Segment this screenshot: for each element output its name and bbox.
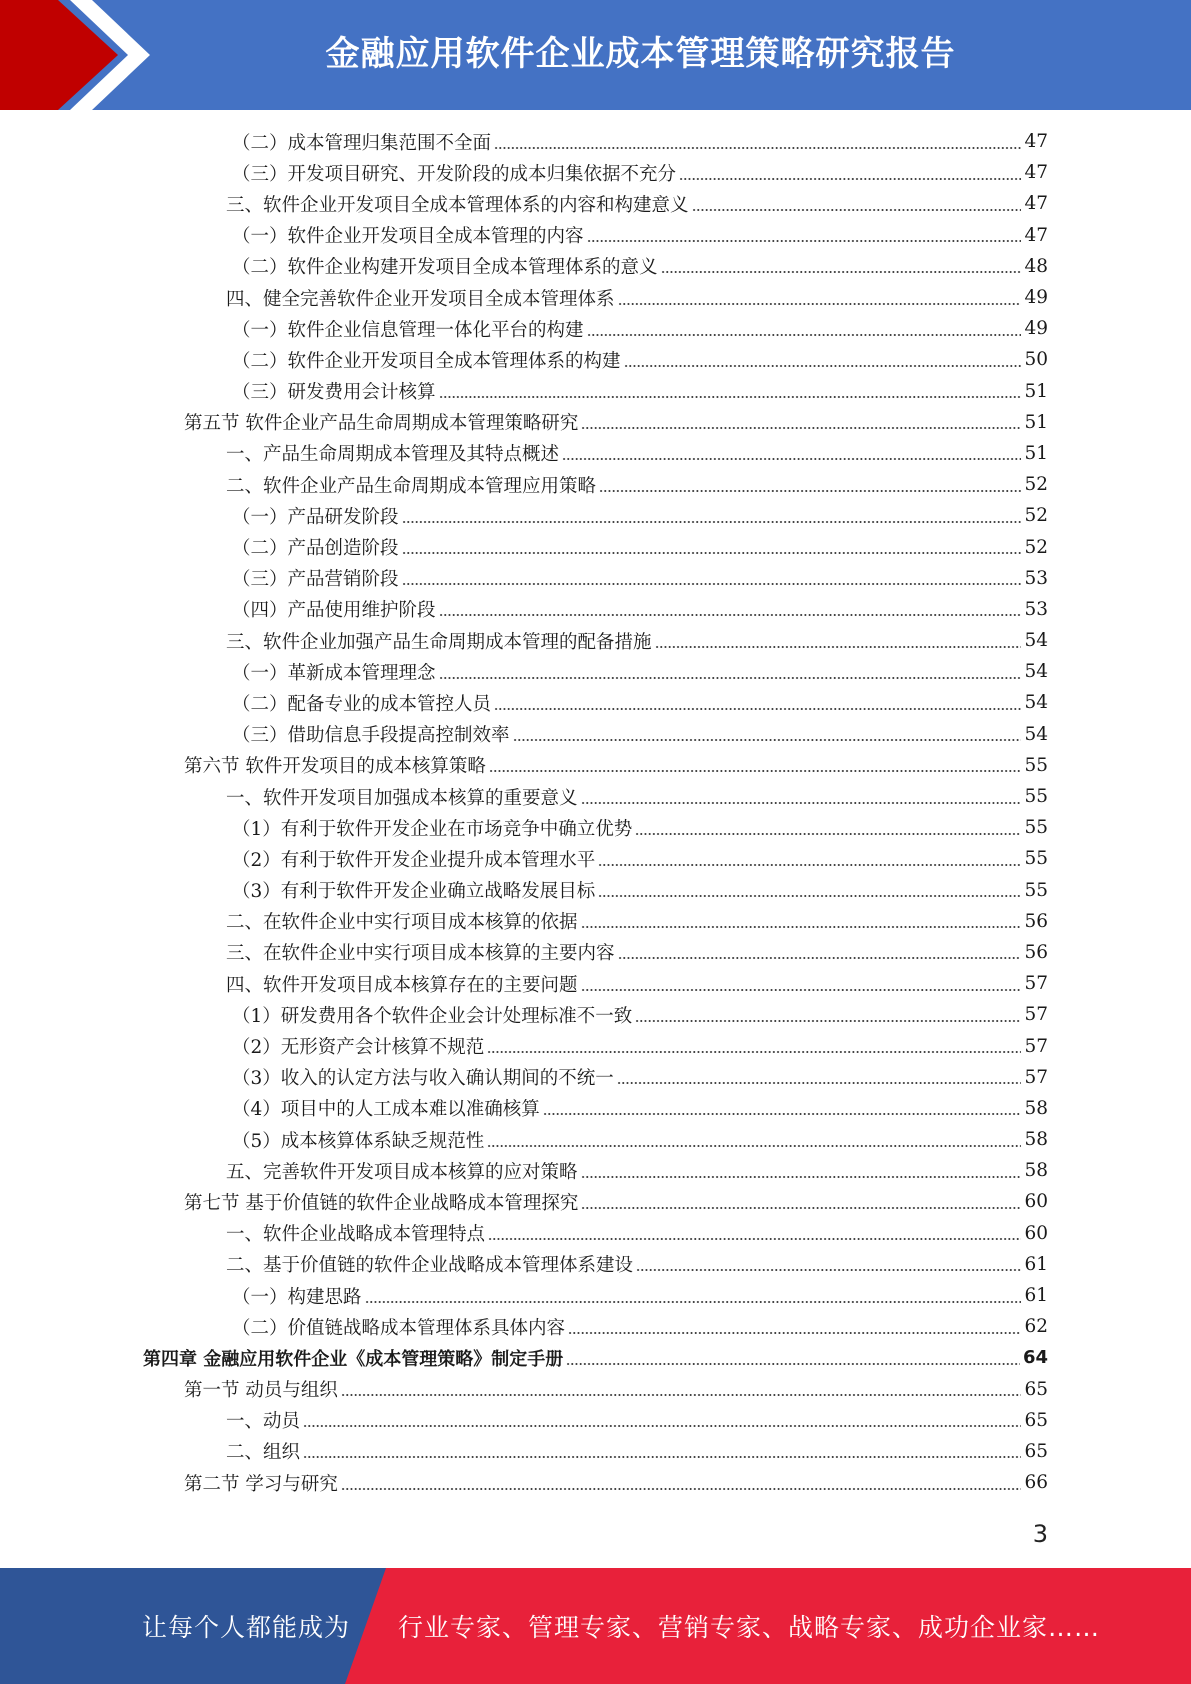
toc-dot-leader	[599, 476, 1021, 494]
toc-entry[interactable]	[0, 376, 1191, 407]
toc-dot-leader	[341, 1380, 1022, 1398]
toc-entry-title: 二、基于价值链的软件企业战略成本管理体系建设	[226, 1255, 634, 1277]
toc-entry-title: （二）配备专业的成本管控人员	[232, 693, 492, 715]
toc-entry[interactable]	[0, 1218, 1191, 1249]
toc-entry[interactable]	[0, 1342, 1191, 1373]
toc-dot-leader	[617, 1068, 1022, 1086]
toc-dot-leader	[581, 413, 1021, 431]
toc-dot-leader	[568, 1318, 1021, 1336]
toc-entry-page: 55	[1024, 879, 1048, 901]
toc-dot-leader	[543, 1099, 1022, 1117]
toc-entry-page: 54	[1024, 630, 1048, 652]
toc-entry[interactable]	[0, 656, 1191, 687]
toc-entry[interactable]	[0, 875, 1191, 906]
toc-entry[interactable]	[0, 1374, 1191, 1405]
toc-entry-page: 51	[1024, 442, 1048, 464]
toc-entry-title: 四、软件开发项目成本核算存在的主要问题	[226, 974, 578, 996]
toc-entry-page: 55	[1024, 817, 1048, 839]
toc-entry-page: 55	[1024, 754, 1048, 776]
toc-dot-leader	[635, 819, 1021, 837]
toc-entry[interactable]	[0, 594, 1191, 625]
toc-entry[interactable]	[0, 781, 1191, 812]
toc-entry-page: 58	[1024, 1129, 1048, 1151]
toc-dot-leader	[566, 1349, 1020, 1367]
toc-entry-title: 三、软件企业加强产品生命周期成本管理的配备措施	[226, 631, 652, 653]
toc-entry[interactable]	[0, 531, 1191, 562]
toc-dot-leader	[487, 1131, 1021, 1149]
toc-entry-title: （二）价值链战略成本管理体系具体内容	[232, 1317, 566, 1339]
toc-dot-leader	[562, 444, 1021, 462]
toc-entry[interactable]	[0, 1030, 1191, 1061]
toc-entry-page: 65	[1024, 1440, 1048, 1462]
toc-entry-page: 66	[1024, 1472, 1048, 1494]
toc-entry[interactable]	[0, 157, 1191, 188]
toc-entry-title: 三、在软件企业中实行项目成本核算的主要内容	[226, 943, 615, 965]
toc-dot-leader	[598, 850, 1021, 868]
toc-entry-title: （3）收入的认定方法与收入确认期间的不统一	[232, 1068, 614, 1090]
toc-entry-page: 61	[1024, 1253, 1048, 1275]
toc-entry-page: 47	[1024, 162, 1048, 184]
toc-entry-page: 58	[1024, 1097, 1048, 1119]
toc-dot-leader	[624, 351, 1022, 369]
toc-entry[interactable]	[0, 906, 1191, 937]
toc-entry-page: 52	[1024, 505, 1048, 527]
toc-entry[interactable]	[0, 1124, 1191, 1155]
toc-entry-title: （一）构建思路	[232, 1286, 362, 1308]
toc-entry-page: 47	[1024, 224, 1048, 246]
toc-entry-page: 47	[1024, 131, 1048, 153]
toc-entry-page: 57	[1024, 1066, 1048, 1088]
toc-dot-leader	[341, 1474, 1022, 1492]
toc-entry[interactable]	[0, 563, 1191, 594]
toc-dot-leader	[692, 195, 1022, 213]
toc-entry[interactable]	[0, 313, 1191, 344]
toc-entry[interactable]	[0, 500, 1191, 531]
toc-entry[interactable]	[0, 220, 1191, 251]
toc-entry-page: 65	[1024, 1378, 1048, 1400]
toc-entry-page: 53	[1024, 598, 1048, 620]
toc-entry[interactable]	[0, 937, 1191, 968]
header-chevron-icon	[0, 0, 150, 110]
toc-entry-title: 第六节 软件开发项目的成本核算策略	[184, 756, 486, 778]
toc-entry[interactable]	[0, 1311, 1191, 1342]
toc-entry-title: 第二节 学习与研究	[184, 1473, 338, 1495]
toc-entry[interactable]	[0, 469, 1191, 500]
toc-dot-leader	[489, 756, 1022, 774]
toc-entry-title: 一、动员	[226, 1411, 301, 1433]
toc-entry[interactable]	[0, 1093, 1191, 1124]
toc-entry[interactable]	[0, 1280, 1191, 1311]
toc-dot-leader	[581, 788, 1022, 806]
toc-dot-leader	[636, 1255, 1021, 1273]
toc-entry-page: 54	[1024, 661, 1048, 683]
toc-entry-title: 第七节 基于价值链的软件企业战略成本管理探究	[184, 1192, 579, 1214]
page-header	[0, 0, 1191, 110]
toc-dot-leader	[587, 226, 1022, 244]
toc-entry-page: 56	[1024, 941, 1048, 963]
toc-entry[interactable]	[0, 1405, 1191, 1436]
toc-dot-leader	[402, 569, 1022, 587]
toc-dot-leader	[494, 133, 1021, 151]
toc-entry[interactable]	[0, 719, 1191, 750]
toc-dot-leader	[402, 538, 1022, 556]
toc-entry-title: （二）软件企业开发项目全成本管理体系的构建	[232, 350, 621, 372]
toc-entry-page: 52	[1024, 536, 1048, 558]
toc-entry-page: 54	[1024, 723, 1048, 745]
page-number: 3	[1032, 1520, 1048, 1548]
toc-entry-title: （5）成本核算体系缺乏规范性	[232, 1130, 485, 1152]
toc-dot-leader	[487, 1037, 1021, 1055]
toc-entry-title: 一、产品生命周期成本管理及其特点概述	[226, 444, 560, 466]
toc-entry[interactable]	[0, 687, 1191, 718]
toc-dot-leader	[402, 507, 1022, 525]
footer-slogan-left: 让每个人都能成为	[142, 1613, 351, 1642]
toc-entry-title: （1）研发费用各个软件企业会计处理标准不一致	[232, 1005, 633, 1027]
toc-entry[interactable]	[0, 188, 1191, 219]
toc-entry[interactable]	[0, 968, 1191, 999]
toc-entry[interactable]	[0, 1467, 1191, 1498]
toc-entry-page: 57	[1024, 1004, 1048, 1026]
toc-entry-title: 二、在软件企业中实行项目成本核算的依据	[226, 912, 578, 934]
toc-dot-leader	[303, 1411, 1021, 1429]
toc-entry-title: 第四章 金融应用软件企业《成本管理策略》制定手册	[143, 1348, 564, 1370]
toc-entry-page: 60	[1024, 1191, 1048, 1213]
toc-entry-title: （一）产品研发阶段	[232, 506, 399, 528]
toc-dot-leader	[581, 1193, 1021, 1211]
toc-entry-title: （三）研发费用会计核算	[232, 382, 436, 404]
toc-entry-title: 二、软件企业产品生命周期成本管理应用策略	[226, 475, 597, 497]
toc-entry-title: 第一节 动员与组织	[184, 1380, 338, 1402]
toc-entry-page: 57	[1024, 973, 1048, 995]
toc-dot-leader	[488, 1224, 1021, 1242]
toc-entry-page: 58	[1024, 1160, 1048, 1182]
toc-entry[interactable]	[0, 750, 1191, 781]
toc-entry[interactable]	[0, 1249, 1191, 1280]
toc-dot-leader	[618, 289, 1022, 307]
toc-dot-leader	[679, 164, 1021, 182]
toc-entry-title: （二）成本管理归集范围不全面	[232, 132, 492, 154]
toc-entry-title: （三）开发项目研究、开发阶段的成本归集依据不充分	[232, 163, 677, 185]
report-title: 金融应用软件企业成本管理策略研究报告	[325, 34, 956, 74]
toc-entry-page: 47	[1024, 193, 1048, 215]
toc-entry-title: （一）软件企业信息管理一体化平台的构建	[232, 319, 584, 341]
toc-entry[interactable]	[0, 1436, 1191, 1467]
toc-entry[interactable]	[0, 126, 1191, 157]
toc-entry[interactable]	[0, 438, 1191, 469]
toc-entry-title: （三）借助信息手段提高控制效率	[232, 725, 510, 747]
toc-dot-leader	[439, 382, 1022, 400]
toc-entry[interactable]	[0, 282, 1191, 313]
toc-entry-title: 四、健全完善软件企业开发项目全成本管理体系	[226, 288, 615, 310]
toc-entry-page: 49	[1024, 318, 1048, 340]
toc-entry[interactable]	[0, 999, 1191, 1030]
toc-entry[interactable]	[0, 812, 1191, 843]
toc-entry-page: 49	[1024, 287, 1048, 309]
toc-entry-page: 64	[1022, 1347, 1048, 1369]
toc-entry-page: 55	[1024, 848, 1048, 870]
footer-slogan-right: 行业专家、管理专家、营销专家、战略专家、成功企业家……	[398, 1613, 1101, 1642]
toc-entry-title: 五、完善软件开发项目成本核算的应对策略	[226, 1161, 578, 1183]
toc-entry-page: 65	[1024, 1409, 1048, 1431]
toc-entry-page: 53	[1024, 567, 1048, 589]
toc-entry-title: 一、软件开发项目加强成本核算的重要意义	[226, 787, 578, 809]
toc-entry-title: （二）产品创造阶段	[232, 538, 399, 560]
toc-entry-page: 50	[1024, 349, 1048, 371]
toc-entry[interactable]	[0, 407, 1191, 438]
toc-entry-title: 三、软件企业开发项目全成本管理体系的内容和构建意义	[226, 194, 689, 216]
toc-entry-page: 54	[1024, 692, 1048, 714]
toc-dot-leader	[494, 694, 1021, 712]
toc-entry-title: （4）项目中的人工成本难以准确核算	[232, 1099, 540, 1121]
toc-entry-title: （1）有利于软件开发企业在市场竞争中确立优势	[232, 818, 633, 840]
toc-dot-leader	[513, 725, 1022, 743]
toc-entry-page: 51	[1024, 380, 1048, 402]
toc-entry-page: 57	[1024, 1035, 1048, 1057]
toc-dot-leader	[439, 600, 1022, 618]
toc-dot-leader	[598, 881, 1021, 899]
toc-entry-page: 60	[1024, 1222, 1048, 1244]
table-of-contents	[0, 126, 1191, 1498]
toc-entry-title: 二、组织	[226, 1442, 301, 1464]
toc-dot-leader	[618, 943, 1022, 961]
toc-dot-leader	[655, 632, 1022, 650]
toc-dot-leader	[581, 1162, 1022, 1180]
toc-dot-leader	[439, 663, 1022, 681]
toc-dot-leader	[661, 257, 1022, 275]
toc-entry[interactable]	[0, 625, 1191, 656]
toc-dot-leader	[303, 1442, 1021, 1460]
toc-entry[interactable]	[0, 344, 1191, 375]
toc-dot-leader	[635, 1006, 1021, 1024]
toc-entry-title: （2）无形资产会计核算不规范	[232, 1037, 485, 1059]
toc-dot-leader	[365, 1287, 1022, 1305]
toc-entry-title: （3）有利于软件开发企业确立战略发展目标	[232, 881, 596, 903]
page-footer	[0, 1568, 1191, 1684]
toc-entry-title: （四）产品使用维护阶段	[232, 600, 436, 622]
toc-entry[interactable]	[0, 251, 1191, 282]
toc-entry-title: 第五节 软件企业产品生命周期成本管理策略研究	[184, 413, 579, 435]
toc-entry-title: （三）产品营销阶段	[232, 569, 399, 591]
toc-entry[interactable]	[0, 1155, 1191, 1186]
toc-entry-page: 62	[1024, 1316, 1048, 1338]
toc-entry-page: 48	[1024, 255, 1048, 277]
toc-dot-leader	[587, 320, 1022, 338]
toc-entry-title: （二）软件企业构建开发项目全成本管理体系的意义	[232, 257, 658, 279]
toc-entry-title: （一）软件企业开发项目全成本管理的内容	[232, 226, 584, 248]
toc-entry[interactable]	[0, 843, 1191, 874]
toc-entry-title: 一、软件企业战略成本管理特点	[226, 1224, 486, 1246]
toc-entry-title: （一）革新成本管理理念	[232, 662, 436, 684]
toc-entry-page: 51	[1024, 411, 1048, 433]
toc-dot-leader	[581, 975, 1022, 993]
toc-entry-page: 55	[1024, 786, 1048, 808]
toc-entry-page: 52	[1024, 474, 1048, 496]
toc-entry-page: 56	[1024, 910, 1048, 932]
toc-dot-leader	[581, 912, 1022, 930]
toc-entry-page: 61	[1024, 1285, 1048, 1307]
toc-entry[interactable]	[0, 1062, 1191, 1093]
toc-entry[interactable]	[0, 1186, 1191, 1217]
toc-entry-title: （2）有利于软件开发企业提升成本管理水平	[232, 849, 596, 871]
